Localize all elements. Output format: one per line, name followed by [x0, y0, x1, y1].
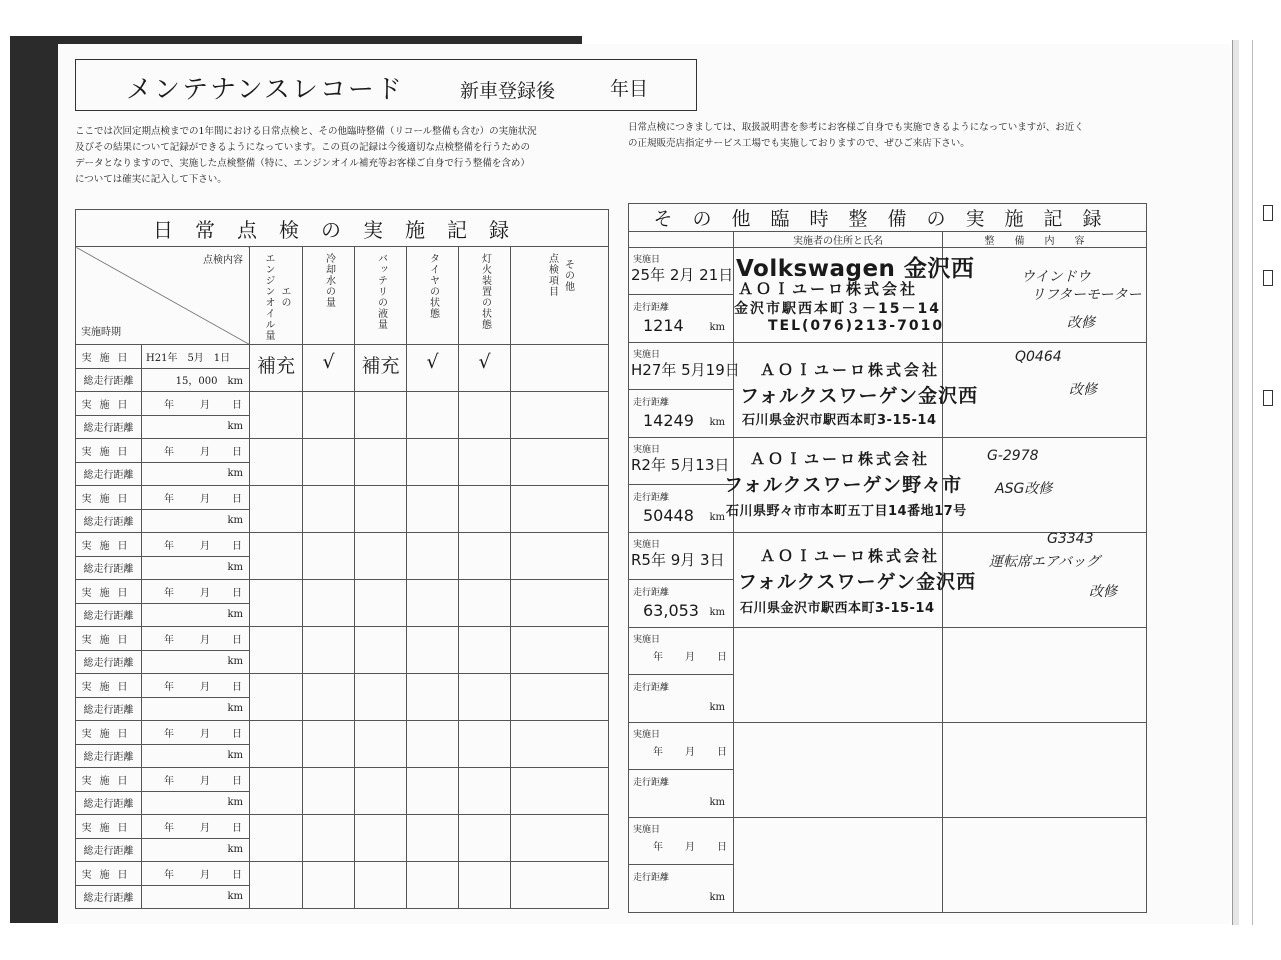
daily-inspection-table: [75, 209, 609, 909]
year-unit: 年: [164, 446, 174, 458]
intro-left: [75, 124, 537, 188]
date-cell: [142, 627, 250, 651]
check-cell: [459, 392, 511, 439]
check-cell: [355, 392, 407, 439]
row-km-label: 総走行距離: [76, 415, 142, 439]
month-unit: 月: [200, 493, 210, 505]
check-cell: [511, 721, 609, 768]
check-cell: [407, 815, 459, 862]
check-cell: [407, 721, 459, 768]
work-note: 改修: [1069, 382, 1097, 398]
work-note: 運転席エアバッグ: [989, 554, 1100, 570]
date-units: [653, 838, 727, 853]
km-unit: km: [142, 509, 250, 533]
year-unit: 年: [164, 869, 174, 881]
check-cell: [303, 580, 355, 627]
year-unit: 年: [653, 842, 663, 853]
day-unit: 日: [232, 822, 242, 834]
stamp-line: フォルクスワーゲン野々市: [724, 474, 963, 496]
date-label: 実施日: [633, 445, 661, 455]
blank-head: [629, 232, 734, 248]
entry-meta: [629, 628, 734, 723]
check-cell: [407, 627, 459, 674]
km-unit: km: [142, 744, 250, 768]
km-label: 走行距離: [633, 303, 670, 313]
day-unit: 日: [232, 681, 242, 693]
check-cell: [459, 627, 511, 674]
day-unit: 日: [717, 842, 727, 853]
col-text: 灯火装置の状態: [479, 253, 491, 330]
col-other: [511, 247, 609, 345]
check-cell: [459, 721, 511, 768]
intro-right-line: 日常点検につきましては、取扱説明書を参考にお客様ご自身でも実施できるようになっていますが、お近く: [628, 122, 1084, 133]
col-performer: 実施者の住所と氏名: [734, 232, 943, 248]
year-label: 年目: [610, 78, 649, 100]
km-label: 走行距離: [633, 683, 670, 693]
performer-stamp: [734, 533, 977, 628]
row-date-label: 実施日: [76, 486, 142, 510]
check-cell: [303, 815, 355, 862]
page-edge: [1232, 40, 1239, 925]
work-note: G3343: [1047, 531, 1094, 547]
stamp-line: フォルクスワーゲン金沢西: [740, 385, 979, 407]
work-content: [943, 248, 1147, 343]
check-cell: [303, 862, 355, 909]
work-content: [943, 723, 1147, 818]
km-unit: km: [227, 376, 243, 388]
check-cell: [407, 533, 459, 580]
check-cell: [250, 533, 303, 580]
first-date: H21年 5月 1日: [142, 345, 250, 369]
row-date-label: 実施日: [76, 345, 142, 369]
year-unit: 年: [164, 587, 174, 599]
date-label: 実施日: [633, 540, 661, 550]
handwritten-date: 25年 2月 21日: [631, 266, 734, 284]
other-caption: その他臨時整備の実施記録: [629, 204, 1147, 232]
check-cell: [459, 486, 511, 533]
row-date-label: 実施日: [76, 627, 142, 651]
entry-meta: [629, 818, 734, 913]
row-km-label: 総走行距離: [76, 368, 142, 392]
scan-shadow-left: [10, 38, 58, 923]
check-cell: [511, 815, 609, 862]
row-km-label: 総走行距離: [76, 744, 142, 768]
month-unit: 月: [200, 399, 210, 411]
intro-left-line: 及びその結果について記録ができるようになっています。この頁の記録は今後適切な点検整備を行うための: [75, 142, 531, 153]
check-cell: [407, 392, 459, 439]
check-cell: [355, 721, 407, 768]
work-note: リフターモーター: [1031, 287, 1142, 303]
date-cell: [142, 580, 250, 604]
work-content: [943, 628, 1147, 723]
entry-meta: [629, 343, 740, 438]
year-unit: 年: [653, 652, 663, 663]
col-coolant: [303, 247, 355, 345]
month-unit: 月: [200, 728, 210, 740]
work-note: ウインドウ: [1021, 269, 1091, 285]
check-cell: [250, 439, 303, 486]
mark-tire: √: [407, 345, 459, 392]
row-date-label: 実施日: [76, 815, 142, 839]
check-cell: [303, 486, 355, 533]
date-label: 実施日: [633, 255, 661, 265]
date-cell: [142, 721, 250, 745]
check-cell: [511, 486, 609, 533]
check-cell: [355, 815, 407, 862]
row-date-label: 実施日: [76, 721, 142, 745]
km-unit: km: [709, 702, 725, 713]
year-unit: 年: [653, 747, 663, 758]
work-note: 改修: [1089, 584, 1117, 600]
check-cell: [303, 721, 355, 768]
check-cell: [459, 533, 511, 580]
stamp-line: ＡＯＩユーロ株式会社: [760, 547, 941, 565]
performer-stamp: [734, 628, 943, 723]
check-cell: [511, 533, 609, 580]
km-unit: km: [142, 885, 250, 909]
km-label: 走行距離: [633, 493, 670, 503]
check-cell: [511, 862, 609, 909]
performer-stamp: [724, 438, 967, 533]
stamp-line: 金沢市駅西本町３－15－14: [734, 301, 941, 317]
row-km-label: 総走行距離: [76, 556, 142, 580]
col-text: タイヤの状態: [427, 253, 439, 319]
check-cell: [355, 768, 407, 815]
km-label: 走行距離: [633, 398, 670, 408]
month-unit: 月: [200, 822, 210, 834]
col-text: エの: [279, 286, 290, 308]
month-unit: 月: [200, 446, 210, 458]
col-text: エンジンオイル量: [263, 253, 274, 341]
stamp-line: フォルクスワーゲン金沢西: [738, 571, 977, 593]
date-label: 実施日: [633, 350, 661, 360]
check-cell: [355, 533, 407, 580]
km-unit: km: [142, 791, 250, 815]
row-date-label: 実施日: [76, 674, 142, 698]
km-unit: km: [142, 603, 250, 627]
check-cell: [511, 627, 609, 674]
km-unit: km: [709, 512, 725, 523]
check-cell: [303, 674, 355, 721]
year-unit: 年: [164, 399, 174, 411]
work-content: [943, 438, 1147, 533]
first-km: [142, 368, 250, 392]
check-cell: [511, 674, 609, 721]
check-cell: [459, 815, 511, 862]
check-cell: [303, 627, 355, 674]
year-unit: 年: [164, 775, 174, 787]
km-unit: km: [709, 322, 725, 333]
check-cell: [511, 580, 609, 627]
title-box: [75, 59, 697, 111]
check-cell: [250, 486, 303, 533]
km-unit: km: [709, 417, 725, 428]
handwritten-km: 1214: [643, 316, 684, 335]
stamp-line: ＡＯＩユーロ株式会社: [738, 280, 919, 298]
first-km-value: 15，000: [175, 376, 218, 388]
mark-other: [511, 345, 609, 392]
month-unit: 月: [200, 634, 210, 646]
date-label: 実施日: [633, 730, 661, 740]
day-unit: 日: [717, 652, 727, 663]
check-cell: [459, 862, 511, 909]
check-cell: [355, 862, 407, 909]
row-date-label: 実施日: [76, 439, 142, 463]
date-units: [653, 743, 727, 758]
check-cell: [459, 439, 511, 486]
row-km-label: 総走行距離: [76, 509, 142, 533]
year-unit: 年: [164, 540, 174, 552]
work-note: ASG改修: [995, 481, 1053, 497]
work-note: Q0464: [1015, 349, 1062, 365]
handwritten-km: 63,053: [643, 601, 699, 620]
check-cell: [303, 768, 355, 815]
performer-stamp: [734, 723, 943, 818]
check-cell: [250, 721, 303, 768]
date-cell: [142, 486, 250, 510]
month-unit: 月: [200, 540, 210, 552]
stamp-line: TEL(076)213-7010: [768, 318, 945, 334]
divider: [629, 864, 733, 865]
day-unit: 日: [232, 399, 242, 411]
page-subtitle: 新車登録後: [460, 80, 556, 102]
stamp-line: 石川県金沢市駅西本町3-15-14: [742, 413, 937, 428]
mark-engine-oil: 補充: [250, 345, 303, 392]
date-label: 実施日: [633, 635, 661, 645]
handwritten-date: R5年 9月 3日: [631, 551, 725, 569]
entry-meta: [629, 438, 734, 533]
month-unit: 月: [200, 587, 210, 599]
work-note: 改修: [1067, 315, 1095, 331]
month-unit: 月: [685, 747, 695, 758]
date-cell: [142, 533, 250, 557]
km-unit: km: [142, 462, 250, 486]
row-date-label: 実施日: [76, 862, 142, 886]
check-cell: [407, 486, 459, 533]
col-text: 点検項目: [546, 253, 558, 297]
col-battery: [355, 247, 407, 345]
date-cell: [142, 815, 250, 839]
check-cell: [355, 580, 407, 627]
km-unit: km: [142, 650, 250, 674]
day-unit: 日: [232, 634, 242, 646]
diagonal-header: [76, 247, 250, 345]
stamp-line: Volkswagen 金沢西: [736, 256, 975, 282]
check-cell: [250, 768, 303, 815]
divider: [629, 389, 733, 390]
performer-stamp: [734, 818, 943, 913]
km-unit: km: [142, 556, 250, 580]
daily-caption: 日常点検の実施記録: [76, 210, 609, 247]
handwritten-km: 14249: [643, 411, 694, 430]
row-date-label: 実施日: [76, 392, 142, 416]
col-text: 冷却水の量: [323, 253, 335, 308]
divider: [629, 484, 733, 485]
intro-right-line: の正規販売店指定サービス工場でも実施しておりますので、ぜひご来店下さい。: [628, 138, 970, 149]
km-unit: km: [709, 892, 725, 903]
divider: [629, 294, 733, 295]
month-unit: 月: [200, 681, 210, 693]
intro-left-line: については確実に記入して下さい。: [75, 174, 227, 185]
check-cell: [407, 768, 459, 815]
entry-meta: [629, 533, 734, 628]
mark-battery: 補充: [355, 345, 407, 392]
next-page-edge: [1252, 40, 1281, 925]
mark-lights: √: [459, 345, 511, 392]
check-cell: [250, 862, 303, 909]
row-date-label: 実施日: [76, 768, 142, 792]
mark-coolant: √: [303, 345, 355, 392]
day-unit: 日: [232, 775, 242, 787]
year-unit: 年: [164, 728, 174, 740]
date-cell: [142, 674, 250, 698]
month-unit: 月: [200, 775, 210, 787]
date-units: [653, 648, 727, 663]
stamp-line: ＡＯＩユーロ株式会社: [750, 450, 931, 468]
handwritten-date: R2年 5月13日: [631, 456, 730, 474]
performer-stamp: [734, 248, 975, 343]
check-cell: [511, 392, 609, 439]
stamp-line: 石川県野々市市本町五丁目14番地17号: [726, 504, 967, 519]
row-km-label: 総走行距離: [76, 462, 142, 486]
check-cell: [407, 439, 459, 486]
col-engine-oil: [250, 247, 303, 345]
work-note: G-2978: [987, 448, 1039, 464]
check-cell: [355, 627, 407, 674]
scan-shadow-top: [10, 36, 582, 44]
intro-right: [628, 120, 1084, 152]
km-label: 走行距離: [633, 873, 670, 883]
col-tire: [407, 247, 459, 345]
check-cell: [459, 580, 511, 627]
km-label: 走行距離: [633, 588, 670, 598]
check-cell: [407, 580, 459, 627]
check-cell: [250, 627, 303, 674]
row-km-label: 総走行距離: [76, 603, 142, 627]
entry-meta: [629, 723, 734, 818]
date-cell: [142, 768, 250, 792]
row-km-label: 総走行距離: [76, 650, 142, 674]
day-unit: 日: [232, 587, 242, 599]
check-cell: [407, 674, 459, 721]
divider: [629, 769, 733, 770]
check-cell: [355, 486, 407, 533]
day-unit: 日: [232, 728, 242, 740]
col-text: その他: [562, 258, 574, 292]
check-cell: [303, 439, 355, 486]
divider: [629, 579, 733, 580]
year-unit: 年: [164, 493, 174, 505]
page-title: メンテナンスレコード: [126, 75, 404, 105]
month-unit: 月: [200, 869, 210, 881]
check-cell: [511, 439, 609, 486]
performer-stamp: [734, 343, 979, 438]
work-content: [943, 533, 1147, 628]
date-cell: [142, 392, 250, 416]
check-cell: [303, 533, 355, 580]
year-unit: 年: [164, 681, 174, 693]
day-unit: 日: [232, 446, 242, 458]
handwritten-km: 50448: [643, 506, 694, 525]
intro-left-line: ここでは次回定期点検までの1年間における日常点検と、その他臨時整備（リコール整備も含む）の実施状況: [75, 126, 537, 137]
col-work: 整備内容: [943, 232, 1147, 248]
check-cell: [250, 392, 303, 439]
other-maintenance-table: [628, 203, 1147, 913]
row-date-label: 実施日: [76, 533, 142, 557]
check-cell: [355, 439, 407, 486]
km-unit: km: [709, 607, 725, 618]
check-cell: [459, 768, 511, 815]
row-km-label: 総走行距離: [76, 885, 142, 909]
work-content: [943, 343, 1147, 438]
year-unit: 年: [164, 822, 174, 834]
handwritten-date: H27年 5月19日: [631, 361, 740, 379]
km-unit: km: [709, 797, 725, 808]
row-km-label: 総走行距離: [76, 697, 142, 721]
check-cell: [407, 862, 459, 909]
check-cell: [250, 580, 303, 627]
month-unit: 月: [685, 842, 695, 853]
row-km-label: 総走行距離: [76, 791, 142, 815]
year-unit: 年: [164, 634, 174, 646]
col-text: バッテリの液量: [375, 253, 387, 330]
check-cell: [250, 674, 303, 721]
entry-meta: [629, 248, 734, 343]
stamp-line: 石川県金沢市駅西本町3-15-14: [740, 601, 935, 616]
date-cell: [142, 862, 250, 886]
diag-bottom-label: 実施時期: [81, 327, 121, 338]
check-cell: [459, 674, 511, 721]
day-unit: 日: [232, 869, 242, 881]
row-km-label: 総走行距離: [76, 838, 142, 862]
day-unit: 日: [232, 493, 242, 505]
work-content: [943, 818, 1147, 913]
col-lights: [459, 247, 511, 345]
divider: [629, 674, 733, 675]
check-cell: [250, 815, 303, 862]
day-unit: 日: [717, 747, 727, 758]
km-unit: km: [142, 415, 250, 439]
diag-top-label: 点検内容: [203, 255, 243, 266]
row-date-label: 実施日: [76, 580, 142, 604]
km-unit: km: [142, 697, 250, 721]
intro-left-line: データとなりますので、実施した点検整備（特に、エンジンオイル補充等お客様ご自身で行う整備を含め）: [75, 158, 530, 169]
stamp-line: ＡＯＩユーロ株式会社: [760, 361, 941, 379]
month-unit: 月: [685, 652, 695, 663]
check-cell: [355, 674, 407, 721]
date-label: 実施日: [633, 825, 661, 835]
km-label: 走行距離: [633, 778, 670, 788]
date-cell: [142, 439, 250, 463]
check-cell: [511, 768, 609, 815]
km-unit: km: [142, 838, 250, 862]
check-cell: [303, 392, 355, 439]
day-unit: 日: [232, 540, 242, 552]
